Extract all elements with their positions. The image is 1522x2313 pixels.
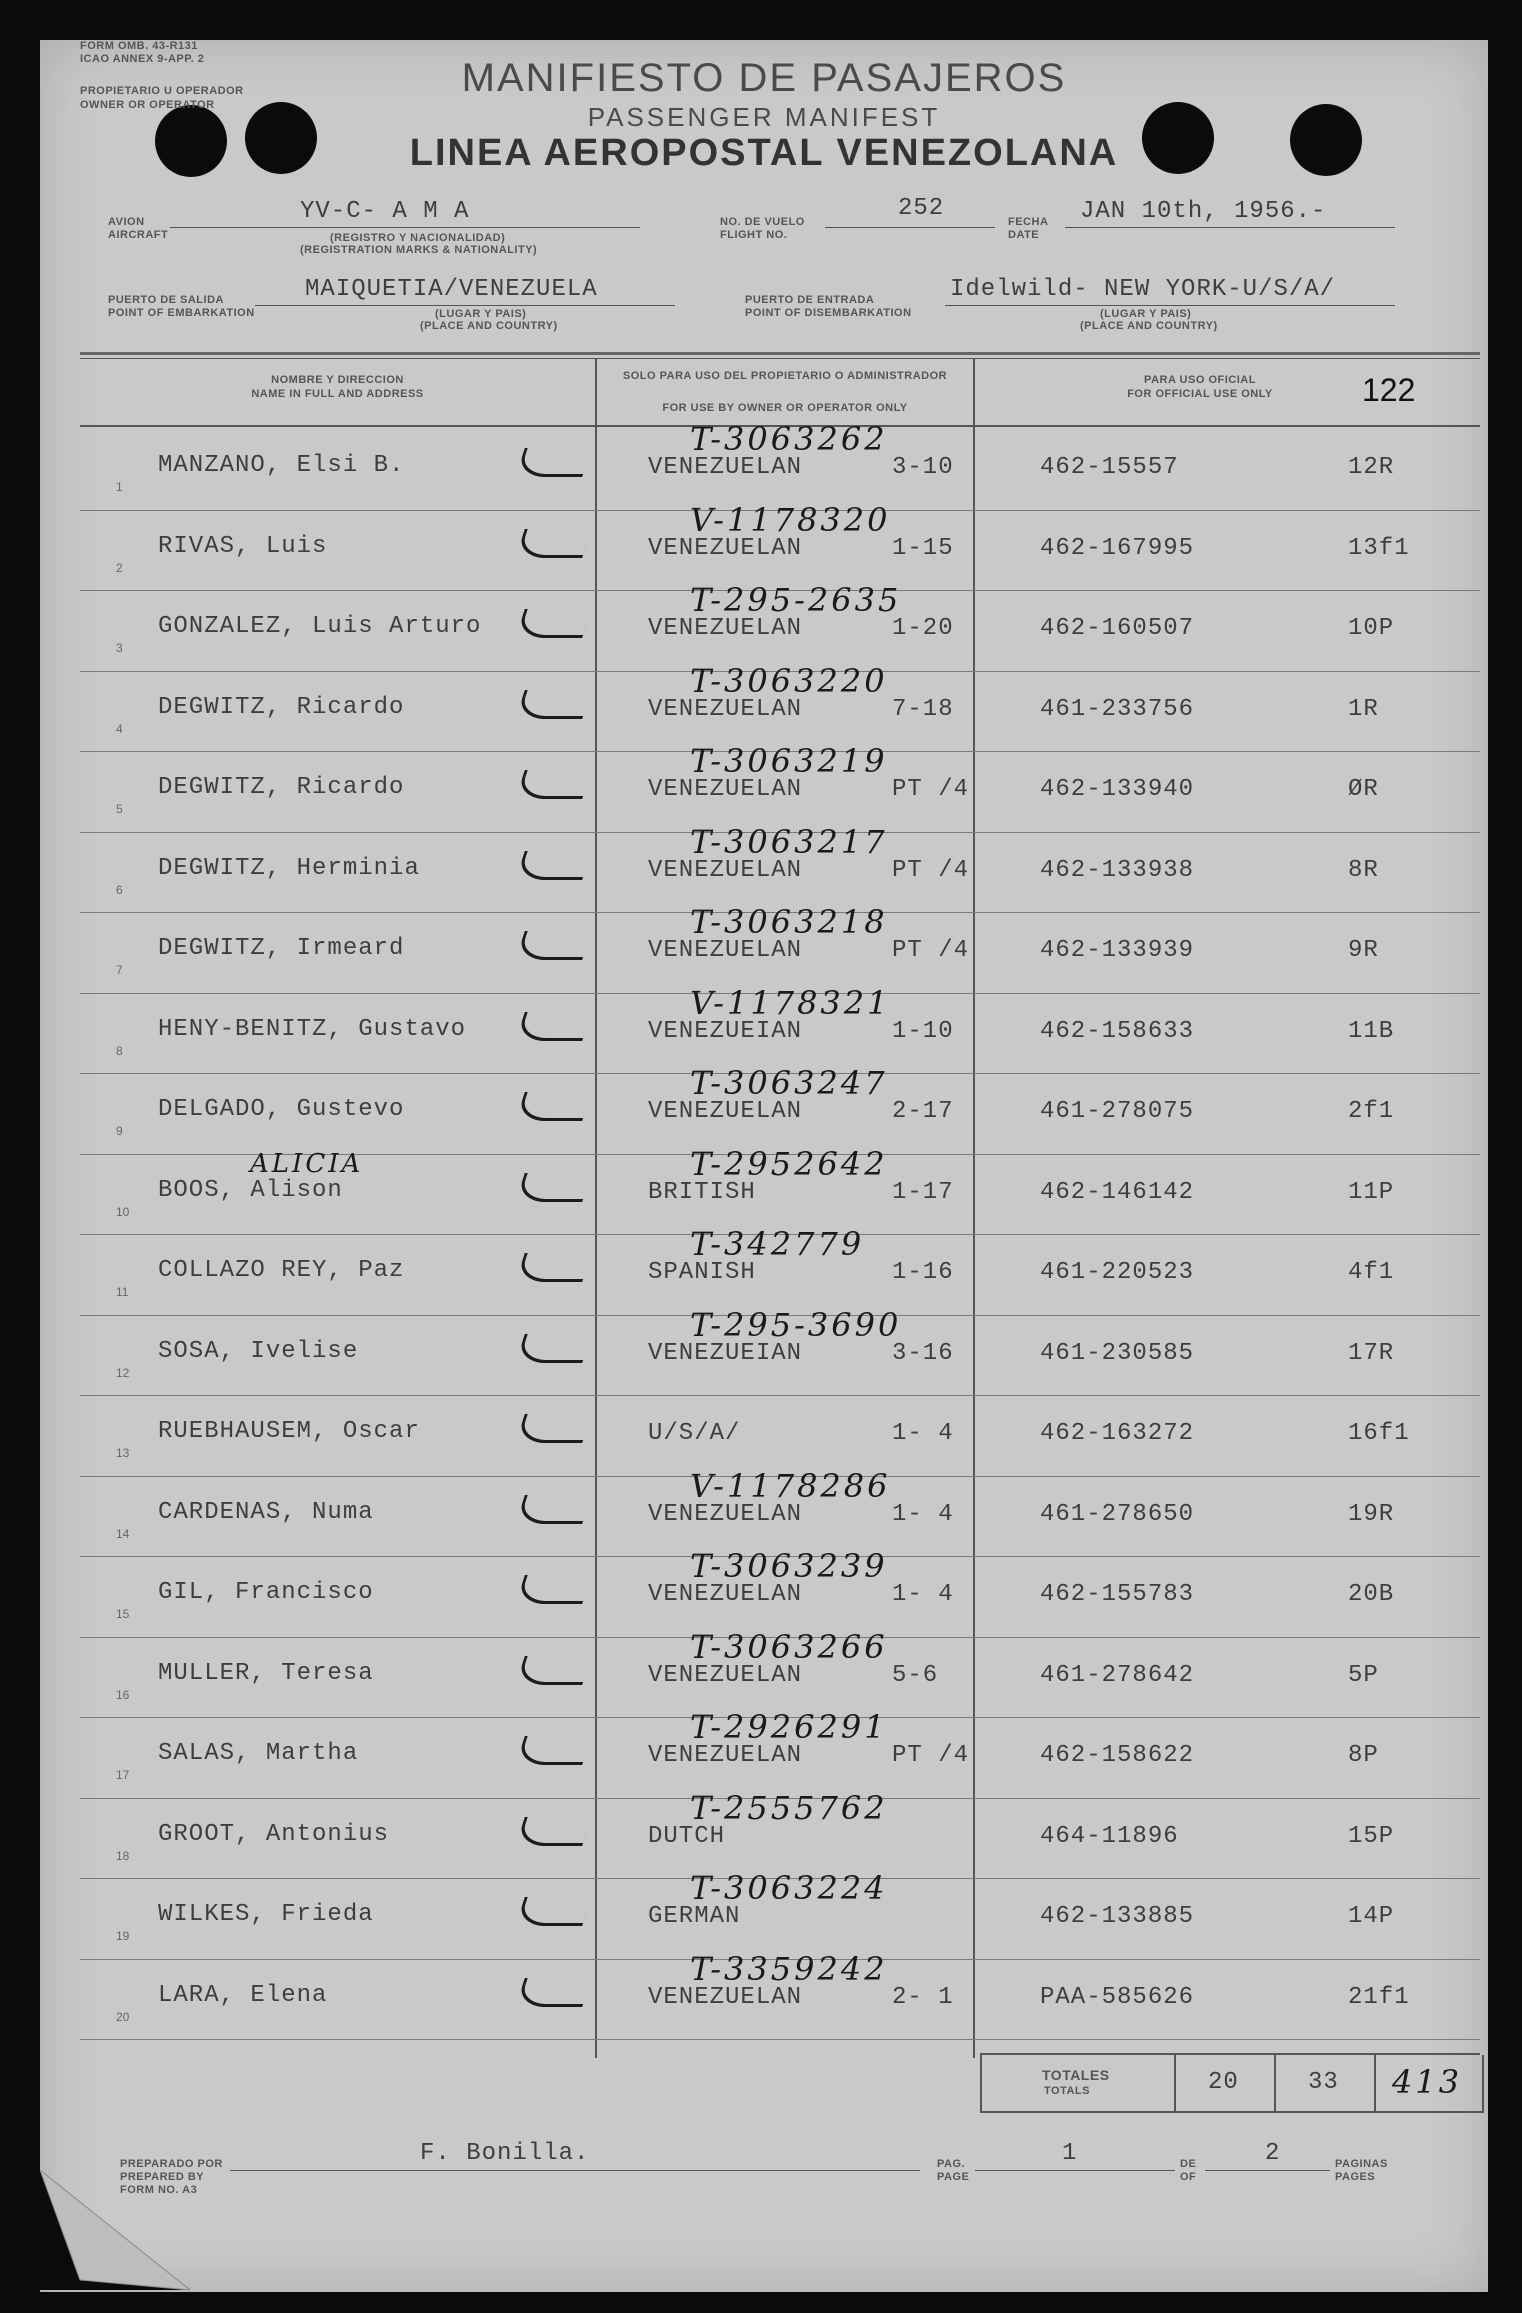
page-label-es: PAG. (937, 2158, 966, 2170)
aircraft-label-es: AVION (108, 216, 145, 228)
page-label-en: PAGE (937, 2171, 970, 2183)
seat-code: PT /4 (892, 856, 970, 884)
passenger-name: DEGWITZ, Irmeard (158, 935, 405, 962)
pages-label-es: PAGINAS (1335, 2158, 1388, 2170)
handwritten-ticket: T-295-3690 (690, 1305, 902, 1344)
flight-label-es: NO. DE VUELO (720, 216, 805, 228)
handwritten-ticket: T-2926291 (690, 1708, 888, 1746)
passenger-name: CARDENAS, Numa (158, 1498, 374, 1526)
col-official-en: FOR OFFICIAL USE ONLY (1127, 388, 1273, 400)
seat: 1R (1348, 695, 1379, 723)
handwritten-ticket: T-2952642 (690, 1144, 888, 1183)
seat: 16f1 (1348, 1420, 1410, 1447)
seat: 4f1 (1348, 1259, 1395, 1286)
ticket-number: 461-230585 (1040, 1339, 1195, 1367)
seat-code: 5-6 (892, 1661, 939, 1689)
table-row (80, 1144, 1480, 1236)
seat: 20B (1348, 1581, 1395, 1608)
table-row (80, 1466, 1480, 1558)
handwritten-ticket: V-1178320 (690, 500, 891, 539)
col-official-es: PARA USO OFICIAL (1144, 374, 1256, 386)
passenger-name: DEGWITZ, Ricardo (158, 774, 405, 801)
seat: 19R (1348, 1500, 1395, 1528)
table-row (80, 500, 1480, 592)
ticket-number: 462-163272 (1040, 1420, 1195, 1447)
seat: 11B (1348, 1017, 1395, 1045)
nationality: U/S/A/ (648, 1420, 741, 1447)
check-mark-icon (515, 1012, 591, 1041)
col-name-es: NOMBRE Y DIRECCION (271, 374, 404, 386)
prepared-label-en: PREPARED BY (120, 2171, 205, 2183)
col-owner-es: SOLO PARA USO DEL PROPIETARIO O ADMINISTRADOR (622, 370, 948, 382)
ticket-number: 462-133938 (1040, 856, 1195, 884)
form-number: FORM NO. A3 (120, 2184, 198, 2196)
pages-label-en: PAGES (1335, 2171, 1376, 2183)
row-number: 11 (116, 1285, 129, 1299)
passenger-name: DELGADO, Gustevo (158, 1096, 405, 1123)
passenger-name: LARA, Elena (158, 1981, 328, 2009)
page-value: 1 (1062, 2140, 1078, 2167)
date-label-en: DATE (1008, 229, 1040, 241)
table-row (80, 1869, 1480, 1960)
seat: 2f1 (1348, 1098, 1395, 1125)
seat-code: 1-15 (892, 534, 954, 562)
ticket-number: 464-11896 (1040, 1822, 1179, 1850)
embark-label-en: POINT OF EMBARKATION (108, 307, 255, 319)
handwritten-ticket: V-1178321 (690, 983, 891, 1022)
ticket-number: 462-133940 (1040, 776, 1195, 803)
seat: 8P (1348, 1742, 1379, 1769)
table-row (80, 420, 1480, 511)
row-number: 5 (116, 802, 123, 816)
nationality: VENEZUELAN (648, 1098, 803, 1125)
seat: ØR (1348, 776, 1379, 803)
check-mark-icon (515, 1736, 591, 1765)
date-label-es: FECHA (1008, 216, 1049, 228)
row-number: 1 (116, 480, 123, 494)
passenger-name: GIL, Francisco (158, 1579, 374, 1606)
check-mark-icon (515, 1173, 591, 1202)
passenger-name: HENY-BENITZ, Gustavo (158, 1015, 467, 1043)
check-mark-icon (515, 1656, 591, 1685)
handwritten-ticket: T-2555762 (690, 1788, 888, 1827)
ticket-number: 461-220523 (1040, 1259, 1195, 1286)
form-ref-line1: FORM OMB. 43-R131 (80, 40, 198, 52)
check-mark-icon (515, 851, 591, 880)
embark-label-es: PUERTO DE SALIDA (108, 294, 224, 306)
handwritten-ticket: T-3063218 (690, 903, 888, 941)
ticket-number: 461-278650 (1040, 1500, 1195, 1528)
nationality: VENEZUEIAN (648, 1017, 803, 1045)
seat: 14P (1348, 1903, 1395, 1930)
nationality: VENEZUELAN (648, 1500, 803, 1528)
check-mark-icon (515, 448, 591, 477)
disembark-value: Idelwild- NEW YORK-U/S/A/ (950, 276, 1336, 303)
check-mark-icon (515, 1253, 591, 1282)
ticket-number: 462-15557 (1040, 454, 1179, 481)
handwritten-ticket: T-3063217 (690, 822, 888, 861)
of-label-en: OF (1180, 2171, 1197, 2183)
flight-label-en: FLIGHT NO. (720, 229, 788, 241)
place-caption-es: (LUGAR Y PAIS) (435, 308, 527, 320)
ticket-number: 462-158622 (1040, 1742, 1195, 1769)
passenger-name: MULLER, Teresa (158, 1659, 374, 1687)
nationality: VENEZUELAN (648, 615, 803, 642)
embark-value: MAIQUETIA/VENEZUELA (305, 276, 598, 303)
aircraft-value: YV-C- A M A (300, 198, 470, 225)
aircraft-label-en: AIRCRAFT (108, 229, 169, 241)
flight-value: 252 (898, 195, 945, 222)
check-mark-icon (515, 1414, 591, 1443)
registration-caption-en: (REGISTRATION MARKS & NATIONALITY) (300, 244, 538, 256)
owner-label-en: OWNER OR OPERATOR (80, 99, 215, 111)
seat: 10P (1348, 615, 1395, 642)
seat: 13f1 (1348, 534, 1410, 562)
nationality: DUTCH (648, 1822, 726, 1850)
name-correction: ALICIA (250, 1148, 364, 1179)
seat-code: 1-16 (892, 1259, 954, 1286)
check-mark-icon (515, 609, 591, 638)
title-es: MANIFIESTO DE PASAJEROS (461, 56, 1067, 100)
nationality: SPANISH (648, 1259, 756, 1286)
handwritten-ticket: T-3063224 (690, 1869, 888, 1907)
ticket-number: 462-133885 (1040, 1903, 1195, 1930)
check-mark-icon (515, 1575, 591, 1604)
form-ref-line2: ICAO ANNEX 9-APP. 2 (80, 53, 205, 65)
of-value: 2 (1265, 2140, 1281, 2167)
ticket-number: 461-278075 (1040, 1098, 1195, 1125)
seat-code: 2-17 (892, 1098, 954, 1125)
seat: 17R (1348, 1339, 1395, 1367)
nationality: VENEZUELAN (648, 1661, 803, 1689)
check-mark-icon (515, 770, 591, 799)
table-row (80, 742, 1480, 833)
place-caption-en: (PLACE AND COUNTRY) (1080, 320, 1218, 332)
passenger-name: SALAS, Martha (158, 1740, 359, 1767)
check-mark-icon (515, 1897, 591, 1926)
row-number: 20 (116, 2009, 130, 2024)
nationality: VENEZUELAN (648, 695, 803, 723)
check-mark-icon (515, 931, 591, 960)
airline-name: LINEA AEROPOSTAL VENEZOLANA (409, 132, 1119, 174)
totals-label-es: TOTALES (1042, 2067, 1110, 2083)
handwritten-ticket: T-3063262 (690, 420, 888, 458)
seat-code: 1-17 (892, 1178, 954, 1206)
seat: 12R (1348, 454, 1395, 481)
manifest-sheet (40, 40, 1488, 2292)
seat-code: 3-16 (892, 1339, 954, 1367)
page-stamp: 122 (1362, 372, 1416, 408)
row-number: 7 (116, 963, 123, 977)
passenger-name: GONZALEZ, Luis Arturo (158, 613, 482, 640)
table-row (80, 903, 1480, 994)
table-row (80, 1949, 1480, 2041)
table-row (80, 1547, 1480, 1638)
row-number: 18 (116, 1848, 130, 1863)
seat-code: 1-10 (892, 1017, 954, 1045)
seat-code: 2- 1 (892, 1983, 954, 2011)
row-number: 6 (116, 882, 123, 897)
row-number: 10 (116, 1204, 130, 1219)
totals-label-en: TOTALS (1044, 2085, 1090, 2097)
nationality: VENEZUELAN (648, 454, 803, 481)
seat-code: 1- 4 (892, 1581, 954, 1608)
nationality: VENEZUELAN (648, 776, 803, 803)
seat: 15P (1348, 1822, 1395, 1850)
seat: 21f1 (1348, 1983, 1410, 2011)
nationality: GERMAN (648, 1903, 741, 1930)
of-label-es: DE (1180, 2158, 1197, 2170)
seat-code: PT /4 (892, 776, 970, 803)
passenger-name: RIVAS, Luis (158, 532, 328, 560)
passenger-name: GROOT, Antonius (158, 1820, 390, 1848)
prepared-label-es: PREPARADO POR (120, 2158, 223, 2170)
handwritten-ticket: T-3359242 (690, 1949, 888, 1988)
seat: 11P (1348, 1178, 1395, 1206)
check-mark-icon (515, 529, 591, 558)
check-mark-icon (515, 1495, 591, 1524)
ticket-number: 461-233756 (1040, 695, 1195, 723)
place-caption-en: (PLACE AND COUNTRY) (420, 320, 558, 332)
passenger-name: MANZANO, Elsi B. (158, 452, 405, 479)
table-row (80, 1305, 1480, 1397)
totals-passengers: 20 (1208, 2069, 1239, 2096)
owner-label-es: PROPIETARIO U OPERADOR (80, 85, 244, 97)
table-row (80, 581, 1480, 672)
passenger-name: SOSA, Ivelise (158, 1337, 359, 1365)
ticket-number: PAA-585626 (1040, 1983, 1195, 2011)
seat-code: PT /4 (892, 1742, 970, 1769)
nationality: VENEZUELAN (648, 1742, 803, 1769)
row-number: 13 (116, 1446, 130, 1460)
table-row (80, 1788, 1480, 1880)
col-owner-en: FOR USE BY OWNER OR OPERATOR ONLY (662, 402, 908, 414)
ticket-number: 462-146142 (1040, 1178, 1195, 1206)
table-row (80, 822, 1480, 914)
row-number: 16 (116, 1687, 130, 1702)
passenger-name: DEGWITZ, Ricardo (158, 693, 405, 721)
disembark-label-en: POINT OF DISEMBARKATION (745, 307, 912, 319)
passenger-name: DEGWITZ, Herminia (158, 854, 420, 882)
nationality: VENEZUELAN (648, 1581, 803, 1608)
registration-caption-es: (REGISTRO Y NACIONALIDAD) (330, 232, 506, 244)
row-number: 9 (116, 1124, 123, 1138)
nationality: BRITISH (648, 1178, 756, 1206)
seat: 8R (1348, 856, 1379, 884)
table-row (80, 1708, 1480, 1799)
handwritten-ticket: T-3063239 (690, 1547, 888, 1585)
ticket-number: 462-160507 (1040, 615, 1195, 642)
handwritten-ticket: T-295-2635 (690, 581, 902, 619)
nationality: VENEZUEIAN (648, 1339, 803, 1367)
handwritten-ticket: T-342779 (690, 1225, 865, 1263)
seat: 9R (1348, 937, 1379, 964)
totals-box (980, 2055, 1484, 2113)
check-mark-icon (515, 690, 591, 719)
handwritten-ticket: V-1178286 (690, 1466, 891, 1505)
totals-value2: 33 (1308, 2069, 1339, 2096)
handwritten-ticket: T-3063247 (690, 1064, 888, 1102)
totals-value3: 413 (1392, 2063, 1463, 2101)
table-row (80, 1627, 1480, 1719)
col-name-en: NAME IN FULL AND ADDRESS (251, 388, 424, 400)
title-en: PASSENGER MANIFEST (587, 102, 941, 132)
passenger-name: WILKES, Frieda (158, 1901, 374, 1928)
nationality: VENEZUELAN (648, 937, 803, 964)
seat: 5P (1348, 1661, 1379, 1689)
handwritten-ticket: T-3063219 (690, 742, 888, 780)
ticket-number: 462-167995 (1040, 534, 1195, 562)
table-row (80, 1396, 1480, 1477)
nationality: VENEZUELAN (648, 1983, 803, 2011)
check-mark-icon (515, 1817, 591, 1846)
folded-corner (40, 2170, 190, 2290)
place-caption-es: (LUGAR Y PAIS) (1100, 308, 1192, 320)
seat-code: 1- 4 (892, 1500, 954, 1528)
handwritten-ticket: T-3063266 (690, 1627, 888, 1666)
ticket-number: 462-158633 (1040, 1017, 1195, 1045)
check-mark-icon (515, 1092, 591, 1121)
seat-code: 7-18 (892, 695, 954, 723)
row-number: 4 (116, 721, 123, 736)
check-mark-icon (515, 1978, 591, 2007)
nationality: VENEZUELAN (648, 856, 803, 884)
row-number: 19 (116, 1929, 130, 1943)
date-value: JAN 10th, 1956.- (1080, 198, 1327, 225)
handwritten-ticket: T-3063220 (690, 661, 888, 700)
table-row (80, 661, 1480, 753)
passenger-name: RUEBHAUSEM, Oscar (158, 1418, 420, 1445)
nationality: VENEZUELAN (648, 534, 803, 562)
passenger-name: COLLAZO REY, Paz (158, 1257, 405, 1284)
row-number: 12 (116, 1365, 130, 1380)
row-number: 3 (116, 641, 123, 655)
row-number: 8 (116, 1043, 123, 1058)
seat-code: 3-10 (892, 454, 954, 481)
ticket-number: 461-278642 (1040, 1661, 1195, 1689)
row-number: 15 (116, 1607, 130, 1621)
seat-code: PT /4 (892, 937, 970, 964)
seat-code: 1- 4 (892, 1420, 954, 1447)
prepared-value: F. Bonilla. (420, 2140, 590, 2167)
ticket-number: 462-133939 (1040, 937, 1195, 964)
table-row (80, 1064, 1480, 1155)
row-number: 17 (116, 1768, 130, 1782)
seat-code: 1-20 (892, 615, 954, 642)
ticket-number: 462-155783 (1040, 1581, 1195, 1608)
check-mark-icon (515, 1334, 591, 1363)
row-number: 2 (116, 560, 123, 575)
table-row (80, 983, 1480, 1075)
passenger-name: BOOS, Alison (158, 1176, 343, 1204)
row-number: 14 (116, 1526, 130, 1541)
disembark-label-es: PUERTO DE ENTRADA (745, 294, 875, 306)
table-row (80, 1225, 1480, 1316)
